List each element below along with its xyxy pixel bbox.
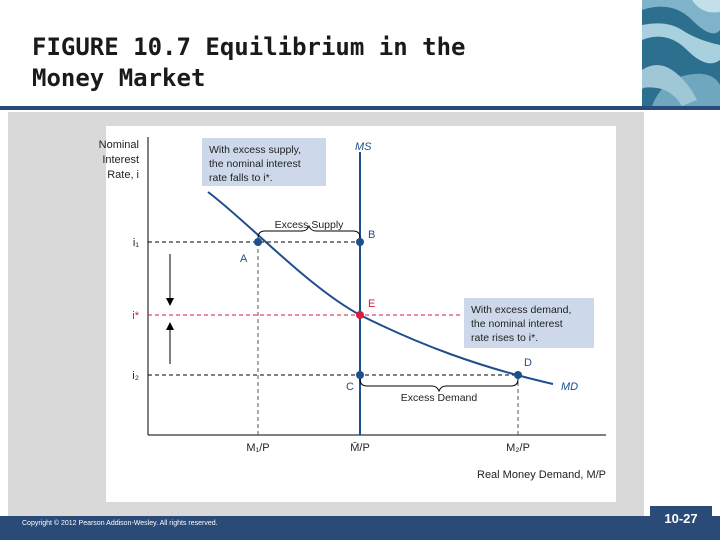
callout-demand-line-3: rate rises to i*. bbox=[471, 332, 539, 344]
slide-title: FIGURE 10.7 Equilibrium in the Money Market bbox=[32, 33, 466, 92]
money-market-diagram bbox=[8, 112, 644, 516]
callout-supply-line-3: rate falls to i*. bbox=[209, 172, 273, 184]
callout-supply-line-2: the nominal interest bbox=[209, 158, 301, 170]
excess-demand-label: Excess Demand bbox=[400, 392, 478, 404]
point-c bbox=[356, 371, 364, 379]
point-e bbox=[356, 311, 364, 319]
callout-demand-line-2: the nominal interest bbox=[471, 318, 563, 330]
figure-panel bbox=[8, 112, 644, 516]
point-d bbox=[514, 371, 522, 379]
label-a: A bbox=[240, 253, 248, 265]
y-tick-istar: i* bbox=[132, 310, 139, 322]
ms-label: MS bbox=[355, 141, 372, 153]
x-tick-m1: M₁/P bbox=[246, 442, 270, 454]
point-a bbox=[254, 238, 262, 246]
x-tick-m2: M₂/P bbox=[506, 442, 530, 454]
y-tick-i1: i₁ bbox=[132, 237, 139, 249]
point-b bbox=[356, 238, 364, 246]
label-c: C bbox=[346, 381, 354, 393]
y-axis-label-line-2: Interest bbox=[102, 154, 139, 166]
label-b: B bbox=[368, 229, 376, 241]
label-e: E bbox=[368, 298, 376, 310]
copyright-text: Copyright © 2012 Pearson Addison-Wesley. All rights reserved. bbox=[22, 520, 218, 527]
x-axis-label: Real Money Demand, M/P bbox=[477, 469, 606, 481]
decorative-corner-graphic bbox=[642, 0, 720, 106]
label-d: D bbox=[524, 357, 532, 369]
y-axis-label-line-3: Rate, i bbox=[107, 169, 139, 181]
y-tick-i2: i₂ bbox=[132, 370, 139, 382]
x-tick-mbar: M̄/P bbox=[350, 442, 370, 454]
y-axis-label-line-1: Nominal bbox=[98, 139, 139, 151]
md-label: MD bbox=[561, 381, 579, 393]
callout-demand-line-1: With excess demand, bbox=[471, 304, 572, 316]
title-rule bbox=[0, 106, 720, 110]
excess-supply-label: Excess Supply bbox=[274, 219, 344, 231]
page-number: 10-27 bbox=[650, 506, 712, 540]
callout-supply-line-1: With excess supply, bbox=[209, 144, 302, 156]
